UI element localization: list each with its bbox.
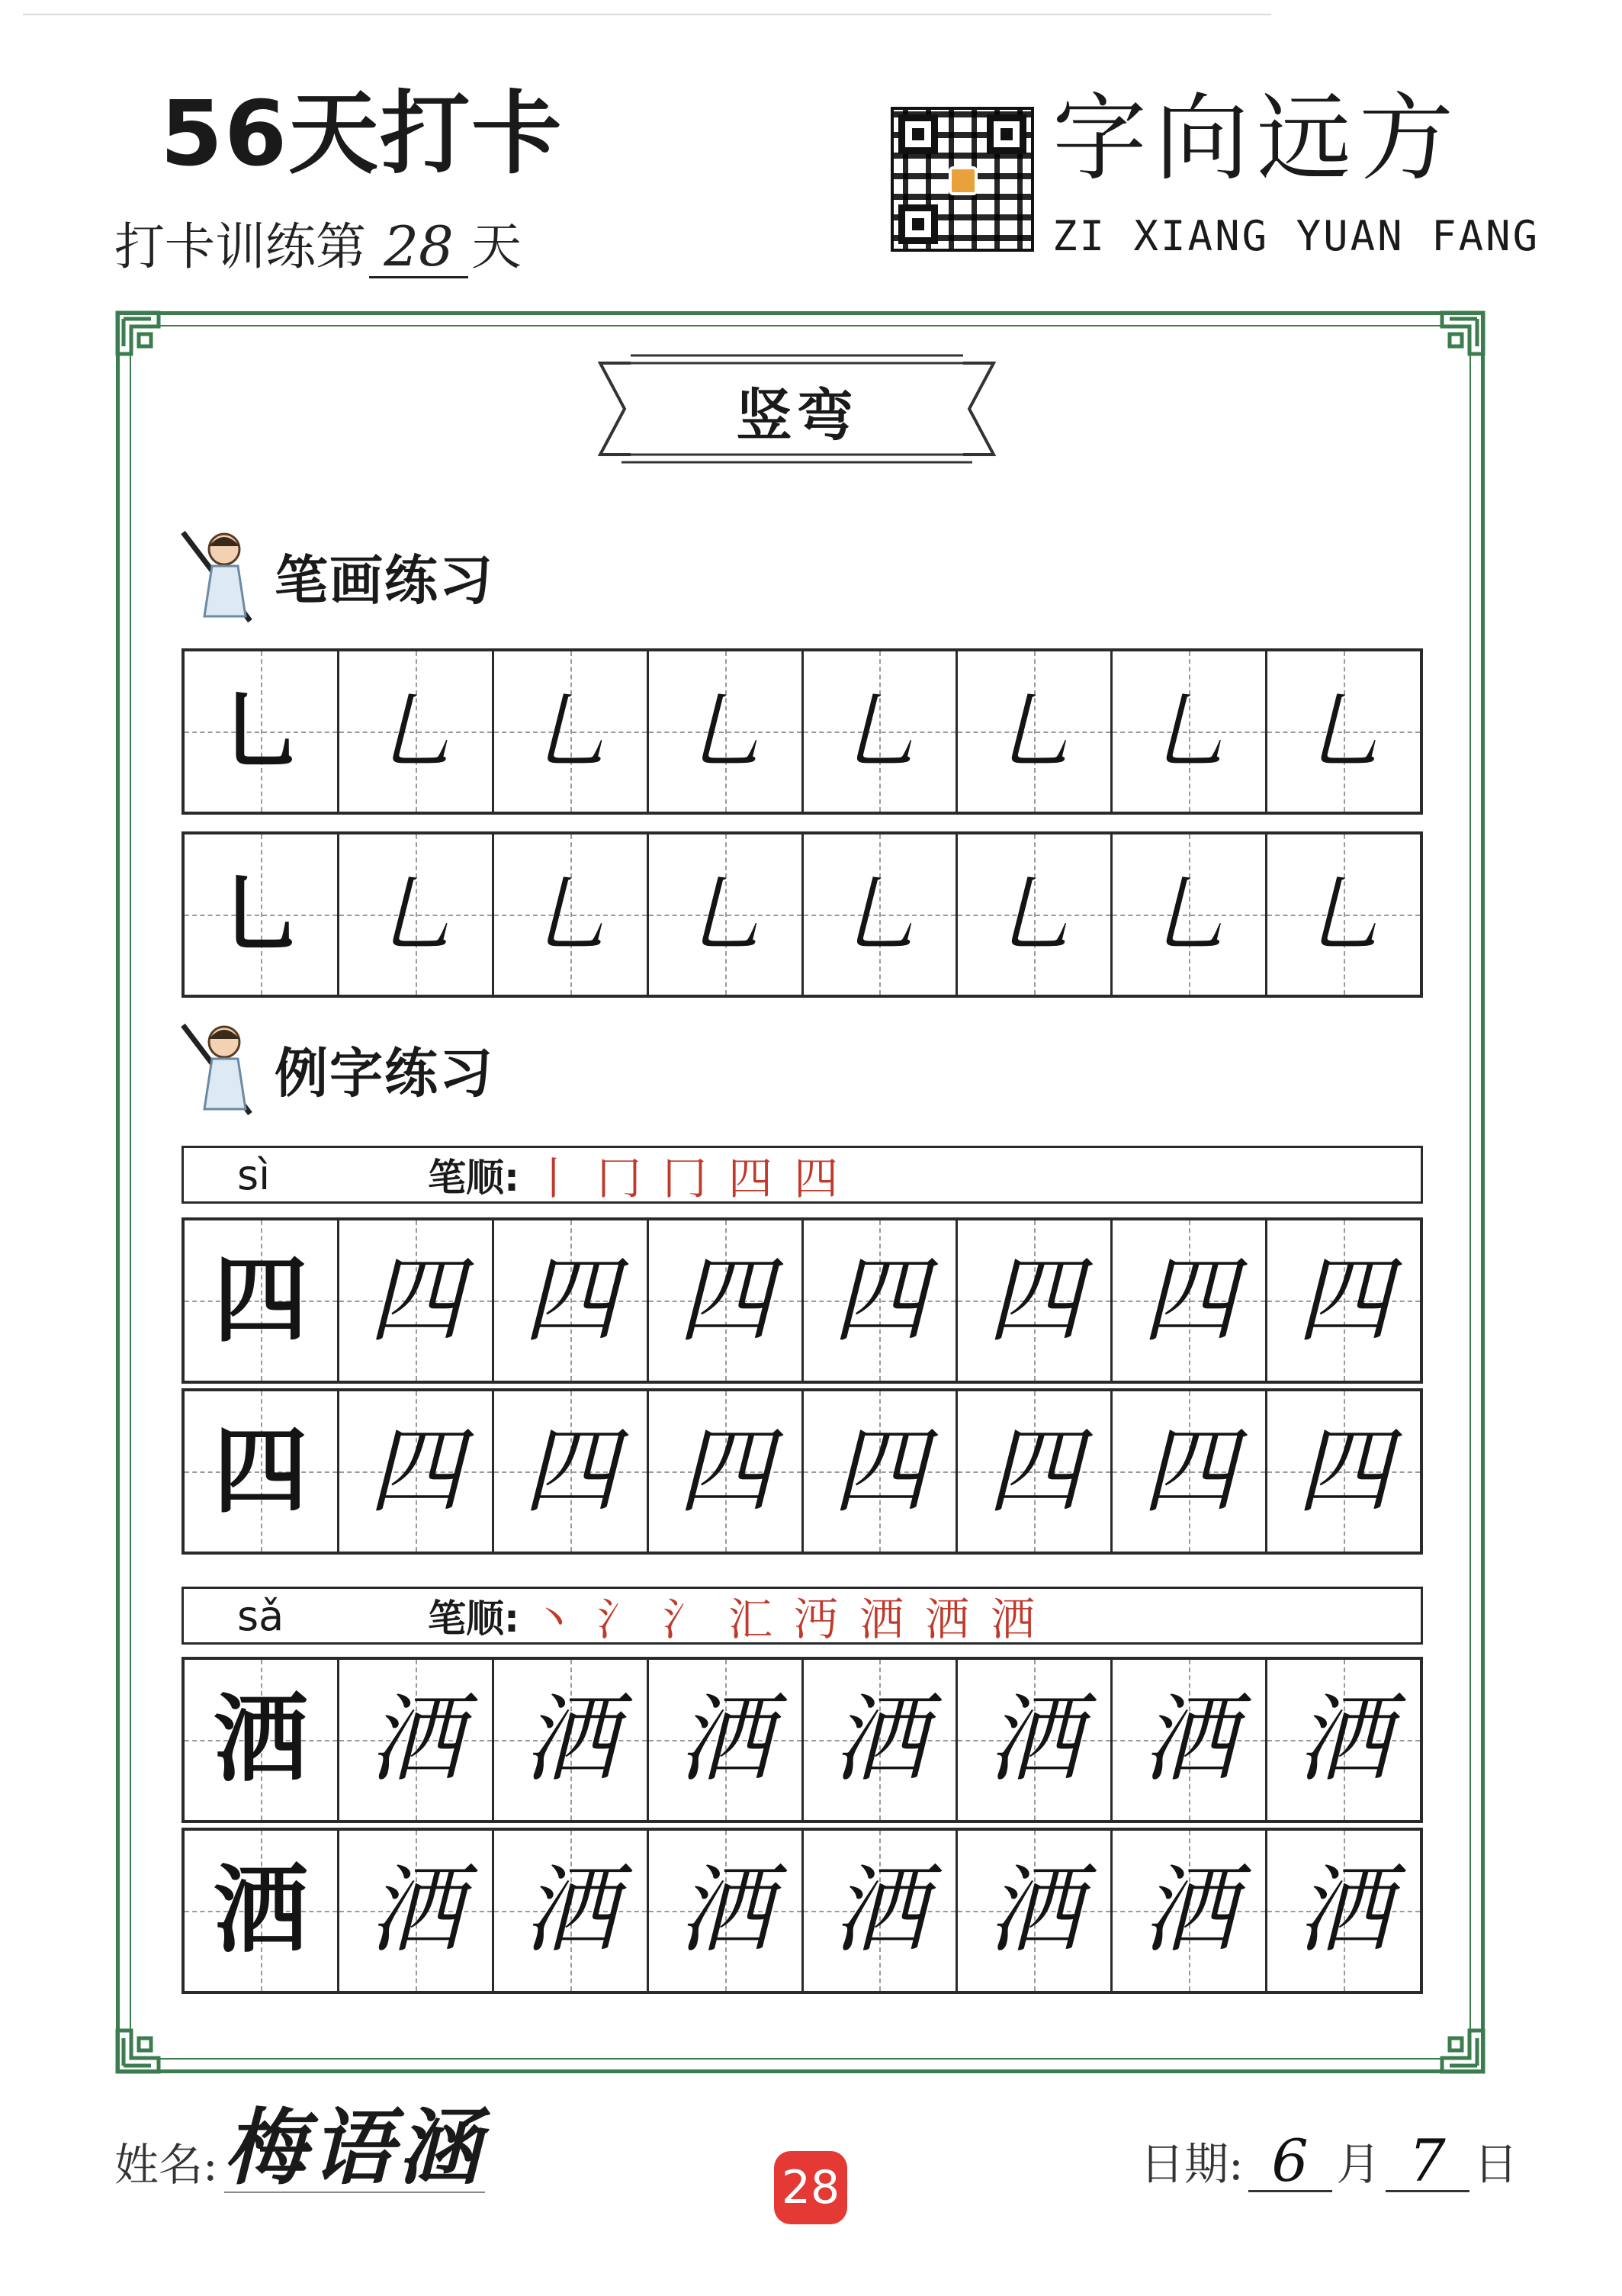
written-glyph: 乚 <box>837 866 922 963</box>
training-day-line <box>114 206 522 278</box>
written-glyph: 四 <box>987 1246 1082 1355</box>
practice-cell <box>801 834 956 995</box>
practice-cell <box>1265 651 1420 812</box>
practice-cell <box>1110 651 1265 812</box>
model-glyph: 四 <box>213 1246 308 1355</box>
stroke-practice-title: 笔画练习 <box>275 548 494 612</box>
model-glyph: 洒 <box>213 1685 308 1795</box>
written-glyph: 乚 <box>373 683 458 780</box>
name-value: 梅语涵 <box>223 2100 485 2196</box>
stroke-order-label: 笔顺: <box>428 1597 519 1641</box>
practice-cell <box>647 1391 801 1552</box>
practice-cell <box>801 1220 956 1381</box>
scholar-kid-icon <box>177 1019 261 1118</box>
practice-cell <box>801 1660 956 1820</box>
stroke-practice-row <box>181 831 1423 998</box>
practice-cell <box>801 1831 956 1991</box>
practice-cell <box>185 1660 337 1820</box>
practice-cell <box>956 651 1110 812</box>
stroke-step: 丶 <box>532 1593 577 1645</box>
practice-cell <box>647 1660 801 1820</box>
example-practice-row <box>181 1388 1423 1555</box>
stroke-step: 沔 <box>794 1593 839 1645</box>
month-label: 月 <box>1336 2138 1381 2190</box>
practice-cell <box>1265 1391 1420 1552</box>
model-glyph: 四 <box>213 1417 308 1526</box>
practice-cell <box>1110 1660 1265 1820</box>
stroke-step: 氵 <box>663 1593 708 1645</box>
corner-ornament-icon <box>1412 308 1488 384</box>
qr-finder-icon <box>898 114 938 154</box>
stroke-step: 洒 <box>991 1593 1036 1645</box>
practice-cell <box>337 1660 492 1820</box>
practice-cell <box>1110 1391 1265 1552</box>
stroke-order-label: 笔顺: <box>428 1156 519 1200</box>
written-glyph: 洒 <box>832 1685 927 1795</box>
practice-cell <box>956 1220 1110 1381</box>
stroke-order-steps <box>532 1584 1035 1648</box>
written-glyph: 四 <box>1142 1417 1237 1526</box>
written-glyph: 洒 <box>677 1685 772 1795</box>
practice-cell <box>185 1220 337 1381</box>
practice-cell <box>1265 1220 1420 1381</box>
written-glyph: 四 <box>677 1417 772 1526</box>
page-number-badge: 28 <box>774 2151 847 2224</box>
practice-cell <box>492 1220 647 1381</box>
written-glyph: 乚 <box>373 866 458 963</box>
brand-name-en: ZI XIANG YUAN FANG <box>1052 212 1540 260</box>
day-label: 日 <box>1473 2138 1518 2190</box>
written-glyph: 洒 <box>1142 1856 1237 1966</box>
written-glyph: 洒 <box>368 1685 463 1795</box>
stroke-name-title: 竖弯 <box>736 383 858 449</box>
written-glyph: 乚 <box>528 866 612 963</box>
written-glyph: 洒 <box>368 1856 463 1966</box>
date-month-value: 6 <box>1248 2132 1332 2192</box>
written-glyph: 乚 <box>1147 683 1232 780</box>
corner-ornament-icon <box>1412 2000 1488 2076</box>
written-glyph: 乚 <box>528 683 612 780</box>
training-day-prefix: 打卡训练第 <box>114 217 366 276</box>
written-glyph: 乚 <box>1147 866 1232 963</box>
written-glyph: 洒 <box>832 1856 927 1966</box>
top-divider <box>23 14 1271 15</box>
written-glyph: 洒 <box>987 1856 1082 1966</box>
stroke-order-steps <box>532 1143 838 1207</box>
written-glyph: 洒 <box>1296 1856 1392 1966</box>
practice-cell <box>1265 1831 1420 1991</box>
written-glyph: 四 <box>1296 1417 1392 1526</box>
stroke-step: 汇 <box>728 1593 773 1645</box>
practice-cell <box>956 1831 1110 1991</box>
practice-cell <box>492 834 647 995</box>
practice-cell <box>492 651 647 812</box>
example-practice-row <box>181 1217 1423 1384</box>
pinyin-label: sì <box>237 1150 271 1199</box>
qr-finder-icon <box>898 204 938 244</box>
written-glyph: 四 <box>832 1246 927 1355</box>
stroke-step: 洒 <box>925 1593 970 1645</box>
written-glyph: 洒 <box>677 1856 772 1966</box>
practice-cell <box>185 1391 337 1552</box>
practice-cell <box>647 834 801 995</box>
written-glyph: 四 <box>987 1417 1082 1526</box>
written-glyph: 四 <box>522 1417 618 1526</box>
written-glyph: 乚 <box>683 866 767 963</box>
written-glyph: 四 <box>677 1246 772 1355</box>
practice-cell <box>1110 1220 1265 1381</box>
written-glyph: 乚 <box>1302 866 1386 963</box>
practice-cell <box>337 1220 492 1381</box>
scholar-kid-icon <box>177 526 261 625</box>
practice-cell <box>956 1391 1110 1552</box>
example-practice-row <box>181 1657 1423 1823</box>
example-practice-title: 例字练习 <box>275 1041 494 1105</box>
written-glyph: 乚 <box>992 866 1077 963</box>
practice-cell <box>185 1831 337 1991</box>
practice-cell <box>185 651 337 812</box>
date-field <box>1140 2127 1518 2195</box>
practice-cell <box>1265 1660 1420 1820</box>
practice-cell <box>492 1831 647 1991</box>
written-glyph: 洒 <box>1296 1685 1392 1795</box>
written-glyph: 四 <box>1296 1246 1392 1355</box>
written-glyph: 乚 <box>1302 683 1386 780</box>
date-label: 日期: <box>1140 2138 1244 2190</box>
written-glyph: 四 <box>522 1246 618 1355</box>
brand-name-cn: 字向远方 <box>1052 84 1462 194</box>
practice-cell <box>337 1391 492 1552</box>
written-glyph: 四 <box>832 1417 927 1526</box>
model-glyph: 乚 <box>218 866 303 963</box>
written-glyph: 四 <box>1142 1246 1237 1355</box>
practice-cell <box>956 834 1110 995</box>
practice-cell <box>1110 1831 1265 1991</box>
page-title: 56天打卡 <box>160 81 564 186</box>
model-glyph: 乚 <box>218 683 303 780</box>
practice-cell <box>337 834 492 995</box>
qr-logo-icon <box>949 166 978 195</box>
stroke-order-bar-si <box>181 1146 1423 1204</box>
practice-cell <box>492 1391 647 1552</box>
written-glyph: 乚 <box>837 683 922 780</box>
stroke-step: 四 <box>728 1153 773 1204</box>
corner-ornament-icon <box>113 2000 189 2076</box>
practice-cell <box>801 651 956 812</box>
stroke-practice-row <box>181 648 1423 815</box>
written-glyph: 乚 <box>992 683 1077 780</box>
stroke-step: 冂 <box>597 1153 642 1204</box>
stroke-step: 洒 <box>859 1593 904 1645</box>
practice-cell <box>492 1660 647 1820</box>
written-glyph: 乚 <box>683 683 767 780</box>
written-glyph: 四 <box>368 1417 463 1526</box>
practice-cell <box>337 651 492 812</box>
written-glyph: 洒 <box>987 1685 1082 1795</box>
stroke-step: 丨 <box>532 1153 577 1204</box>
example-practice-row <box>181 1828 1423 1994</box>
stroke-step: 四 <box>794 1153 839 1204</box>
practice-cell <box>647 651 801 812</box>
qr-code-icon <box>891 107 1034 252</box>
stroke-order-bar-sa <box>181 1587 1423 1645</box>
practice-cell <box>1265 834 1420 995</box>
training-day-suffix: 天 <box>471 217 522 276</box>
stroke-step: 氵 <box>597 1593 642 1645</box>
training-day-number: 28 <box>369 218 468 278</box>
name-label: 姓名: <box>114 2139 218 2191</box>
qr-finder-icon <box>987 114 1026 154</box>
practice-cell <box>647 1831 801 1991</box>
written-glyph: 四 <box>368 1246 463 1355</box>
date-day-value: 7 <box>1386 2132 1469 2192</box>
stroke-practice-header <box>177 526 494 625</box>
name-field <box>114 2100 485 2196</box>
practice-cell <box>185 834 337 995</box>
example-practice-header <box>177 1019 494 1118</box>
written-glyph: 洒 <box>522 1856 618 1966</box>
stroke-step: 冂 <box>663 1153 708 1204</box>
practice-cell <box>801 1391 956 1552</box>
practice-cell <box>337 1831 492 1991</box>
pinyin-label: sǎ <box>237 1591 284 1640</box>
written-glyph: 洒 <box>1142 1685 1237 1795</box>
corner-ornament-icon <box>113 308 189 384</box>
practice-cell <box>956 1660 1110 1820</box>
practice-cell <box>647 1220 801 1381</box>
written-glyph: 洒 <box>522 1685 618 1795</box>
model-glyph: 洒 <box>213 1856 308 1966</box>
practice-cell <box>1110 834 1265 995</box>
